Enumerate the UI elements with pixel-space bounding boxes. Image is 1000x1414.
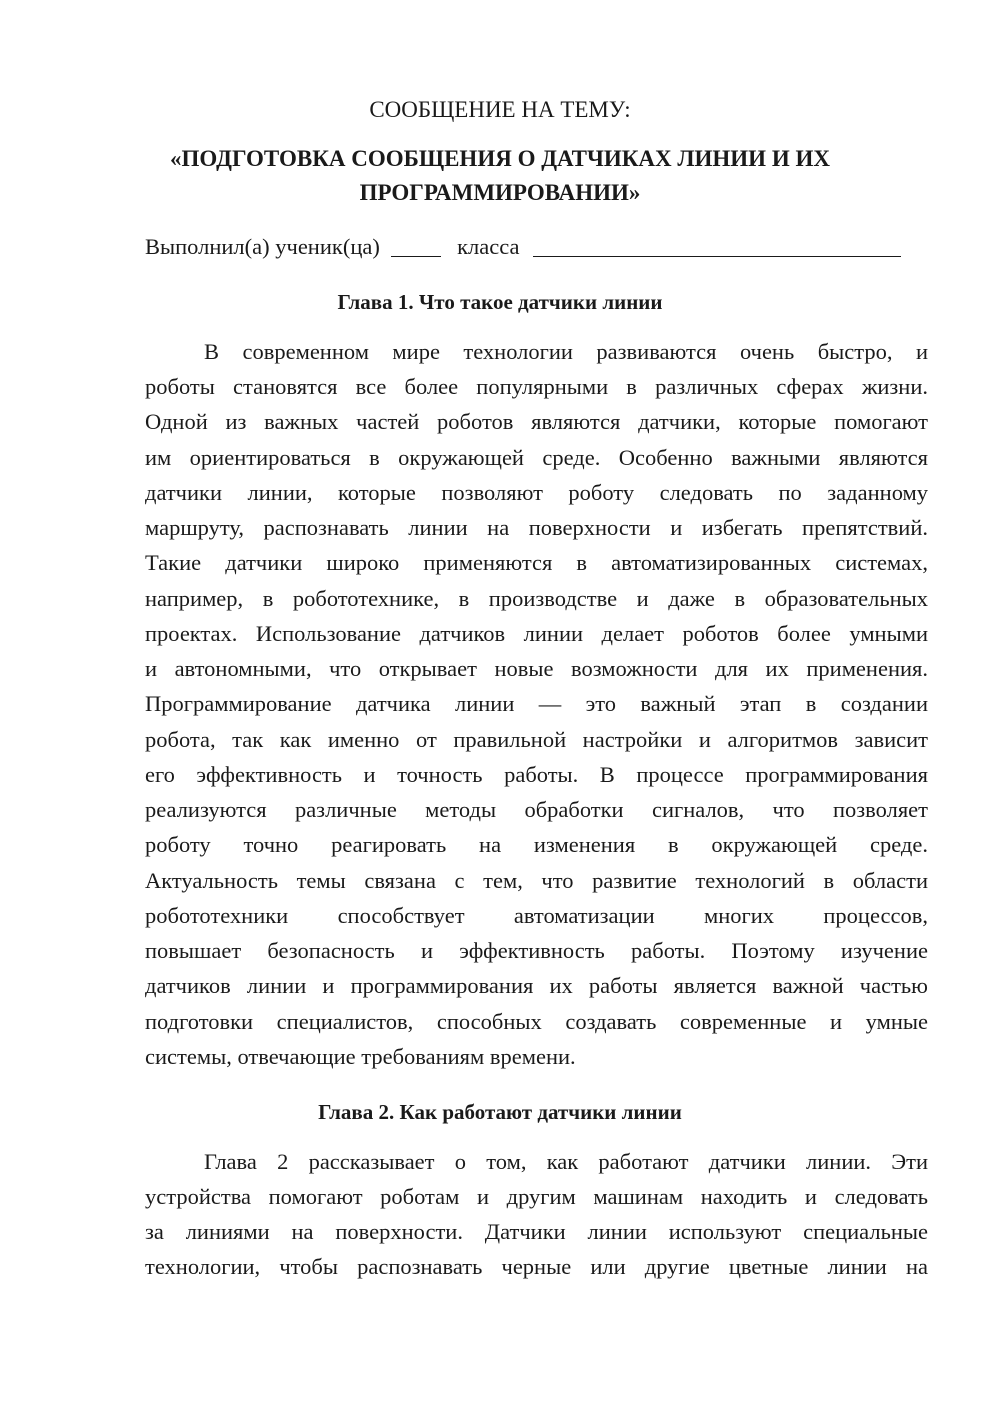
chapter-1-line: Программирование датчика линии — это важный этап в создании bbox=[145, 691, 928, 716]
class-label: класса bbox=[457, 234, 520, 259]
chapter-1-line: робота, так как именно от правильной настройки и алгоритмов зависит bbox=[145, 727, 928, 752]
chapter-2-line: технологии, чтобы распознавать черные или другие цветные линии на bbox=[145, 1254, 928, 1279]
title-line-2: «ПОДГОТОВКА СООБЩЕНИЯ О ДАТЧИКАХ ЛИНИИ И ИХ bbox=[170, 146, 830, 171]
chapter-1-line: Такие датчики широко применяются в автоматизированных системах, bbox=[145, 550, 928, 575]
chapter-1-line: датчиков линии и программирования их работы является важной частью bbox=[145, 973, 928, 998]
chapter-1-line: его эффективность и точность работы. В процессе программирования bbox=[145, 762, 928, 787]
chapter-1-line: В современном мире технологии развиваются очень быстро, и bbox=[204, 339, 928, 364]
chapter-1-line: Актуальность темы связана с тем, что развитие технологий в области bbox=[145, 868, 928, 893]
chapter-1-line: повышает безопасность и эффективность работы. Поэтому изучение bbox=[145, 938, 928, 963]
title-line-1: СООБЩЕНИЕ НА ТЕМУ: bbox=[369, 97, 631, 122]
chapter-1-line: например, в робототехнике, в производстве и даже в образовательных bbox=[145, 586, 928, 611]
author-line bbox=[145, 234, 945, 262]
chapter-1-line: им ориентироваться в окружающей среде. Особенно важными являются bbox=[145, 445, 928, 470]
chapter-1-line: и автономными, что открывает новые возможности для их применения. bbox=[145, 656, 928, 681]
chapter-1-line: роботы становятся все более популярными в различных сферах жизни. bbox=[145, 374, 928, 399]
chapter-1-line: робототехники способствует автоматизации многих процессов, bbox=[145, 903, 928, 928]
chapter-1-line: реализуются различные методы обработки сигналов, что позволяет bbox=[145, 797, 928, 822]
chapter-1-line: подготовки специалистов, способных создавать современные и умные bbox=[145, 1009, 928, 1034]
chapter-1-line: системы, отвечающие требованиям времени. bbox=[145, 1044, 576, 1069]
class-name-blank[interactable] bbox=[533, 234, 901, 257]
chapter-1-line: Одной из важных частей роботов являются датчики, которые помогают bbox=[145, 409, 928, 434]
chapter-2-heading: Глава 2. Как работают датчики линии bbox=[318, 1100, 682, 1124]
chapter-2-line: Глава 2 рассказывает о том, как работают датчики линии. Эти bbox=[204, 1149, 928, 1174]
chapter-1-line: датчики линии, которые позволяют роботу следовать по заданному bbox=[145, 480, 928, 505]
grade-blank[interactable] bbox=[391, 234, 441, 257]
chapter-1-line: проектах. Использование датчиков линии делает роботов более умными bbox=[145, 621, 928, 646]
chapter-1-line: маршруту, распознавать линии на поверхности и избегать препятствий. bbox=[145, 515, 928, 540]
chapter-2-line: за линиями на поверхности. Датчики линии используют специальные bbox=[145, 1219, 928, 1244]
chapter-1-line: роботу точно реагировать на изменения в окружающей среде. bbox=[145, 832, 928, 857]
chapter-1-heading: Глава 1. Что такое датчики линии bbox=[337, 290, 663, 314]
author-label: Выполнил(а) ученик(ца) bbox=[145, 234, 380, 259]
title-line-3: ПРОГРАММИРОВАНИИ» bbox=[359, 180, 641, 205]
chapter-2-line: устройства помогают роботам и другим машинам находить и следовать bbox=[145, 1184, 928, 1209]
